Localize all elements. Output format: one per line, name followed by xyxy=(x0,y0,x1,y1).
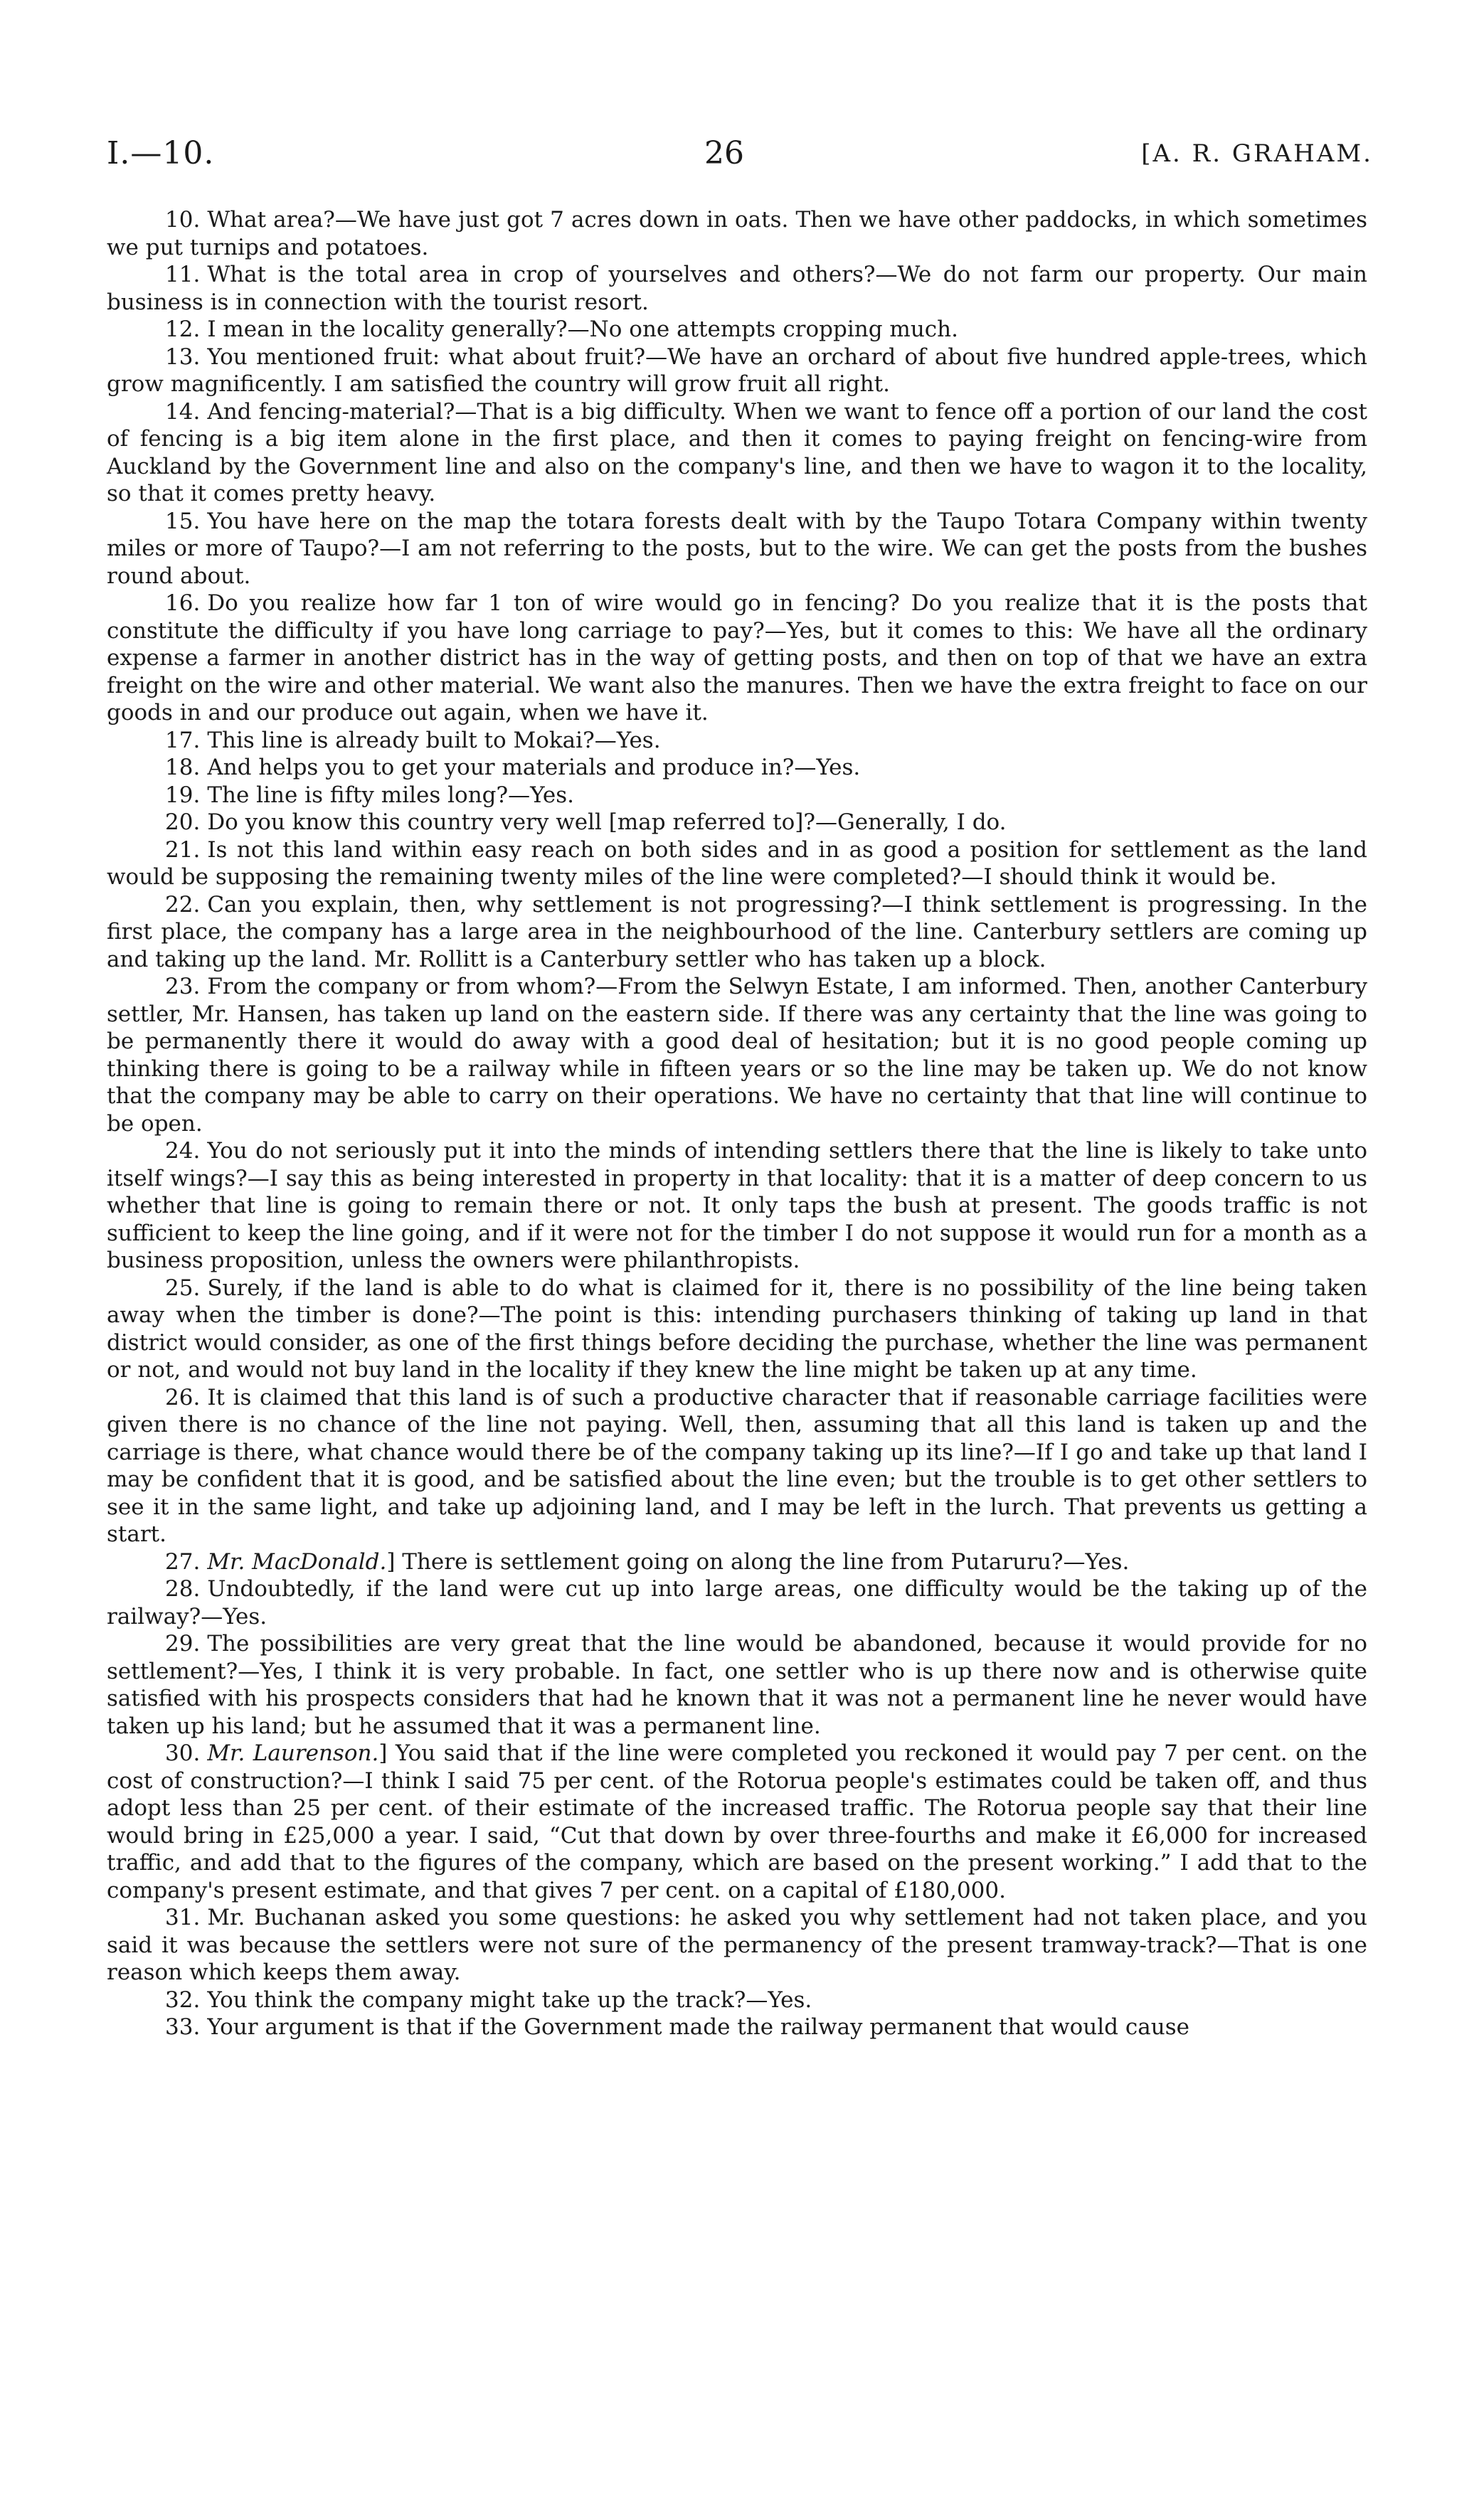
question-text: What is the total area in crop of yourselves and others?—We do not farm our property. Our main business is in connection with the tourist resort. xyxy=(107,262,1367,315)
question-text: Undoubtedly, if the land were cut up into large areas, one difficulty would be the taking up of the railway?—Yes. xyxy=(107,1576,1367,1630)
question-number: 32. xyxy=(165,1987,201,2013)
question-text: You think the company might take up the track?—Yes. xyxy=(207,1987,812,2013)
question-text: Do you know this country very well [map referred to]?—Generally, I do. xyxy=(207,809,1007,835)
evidence-text xyxy=(107,206,1367,2041)
question-text: And fencing-material?—That is a big difficulty. When we want to fence off a portion of our land the cost of fencing is a big item alone in the first place, and then it comes to paying freight on fencing-wire from Auckland by the Government line and also on the company's line, and then we have to wagon it to the locality, so that it comes pretty heavy. xyxy=(107,398,1367,506)
question-paragraph xyxy=(107,1137,1367,1275)
question-paragraph xyxy=(107,1275,1367,1384)
question-paragraph xyxy=(107,1630,1367,1740)
question-paragraph xyxy=(107,508,1367,590)
question-paragraph xyxy=(107,782,1367,809)
question-paragraph xyxy=(107,754,1367,782)
question-number: 24. xyxy=(165,1138,201,1164)
page-header xyxy=(107,135,1373,185)
question-paragraph xyxy=(107,973,1367,1137)
question-text: This line is already built to Mokai?—Yes. xyxy=(207,727,661,753)
question-paragraph xyxy=(107,2014,1367,2041)
question-number: 29. xyxy=(165,1631,201,1657)
question-text: Do you realize how far 1 ton of wire would go in fencing? Do you realize that it is the posts that constitute the difficulty if you have long carriage to pay?—Yes, but it comes to this: We have all the ordinary expense a farmer in another district has in the way of getting posts, and then on top of that we have an extra freight on the wire and other material. We want also the manures. Then we have the extra freight to face on our goods in and our produce out again, when we have it. xyxy=(107,590,1367,725)
question-text: You mentioned fruit: what about fruit?—We have an orchard of about five hundred apple-trees, which grow magnificently. I am satisfied the country will grow fruit all right. xyxy=(107,344,1367,397)
question-number: 10. xyxy=(165,207,201,233)
question-paragraph xyxy=(107,316,1367,344)
question-number: 22. xyxy=(165,891,201,918)
question-number: 16. xyxy=(165,590,201,616)
question-text: Can you explain, then, why settlement is not progressing?—I think settlement is progressing. In the first place, the company has a large area in the neighbourhood of the line. Canterbury settlers are coming up and taking up the land. Mr. Rollitt is a Canterbury settler who has taken up a block. xyxy=(107,891,1367,972)
question-number: 31. xyxy=(165,1905,201,1930)
question-text: Mr. Buchanan asked you some questions: he asked you why settlement had not taken place, and you said it was because the settlers were not sure of the permanency of the present tramway-track?—That is one reason which keeps them away. xyxy=(107,1905,1367,1985)
question-paragraph xyxy=(107,809,1367,836)
question-text: From the company or from whom?—From the Selwyn Estate, I am informed. Then, another Canterbury settler, Mr. Hansen, has taken up land on the eastern side. If there was any certainty that the line was going to be permanently there it would do away with a good deal of hesitation; but it is no good people coming up thinking there is going to be a railway while in fifteen years or so the line may be taken up. We do not know that the company may be able to carry on their operations. We have no certainty that that line will continue to be open. xyxy=(107,974,1367,1137)
question-number: 13. xyxy=(165,344,201,370)
question-paragraph xyxy=(107,1575,1367,1630)
question-text: You have here on the map the totara forests dealt with by the Taupo Totara Company within twenty miles or more of Taupo?—I am not referring to the posts, but to the wire. We can get the posts from the bushes round about. xyxy=(107,508,1367,589)
question-text: What area?—We have just got 7 acres down in oats. Then we have other paddocks, in which sometimes we put turnips and potatoes. xyxy=(107,207,1367,260)
witness-name: [A. R. GRAHAM. xyxy=(1141,139,1373,168)
question-number: 28. xyxy=(165,1576,201,1602)
question-number: 12. xyxy=(165,317,201,342)
question-number: 20. xyxy=(165,809,201,835)
question-number: 27. xyxy=(165,1548,201,1575)
question-paragraph xyxy=(107,836,1367,891)
question-paragraph xyxy=(107,590,1367,727)
page-number: 26 xyxy=(704,135,744,171)
question-number: 33. xyxy=(165,2014,201,2040)
question-text: And helps you to get your materials and produce in?—Yes. xyxy=(207,755,861,780)
question-text: ] There is settlement going on along the line from Putaruru?—Yes. xyxy=(386,1548,1130,1575)
question-text: It is claimed that this land is of such a productive character that if reasonable carriage facilities were given there is no chance of the line not paying. Well, then, assuming that all this land is taken up and the carriage is there, what chance would there be of the company taking up its line?—If I go and take up that land I may be confident that it is good, and be satisfied about the line even; but the trouble is to get other settlers to see it in the same light, and take up adjoining land, and I may be left in the lurch. That prevents us getting a start. xyxy=(107,1384,1367,1547)
question-number: 23. xyxy=(165,974,201,999)
question-paragraph xyxy=(107,206,1367,261)
question-number: 14. xyxy=(165,398,201,425)
question-number: 18. xyxy=(165,755,201,780)
question-number: 26. xyxy=(165,1384,201,1410)
speaker-name: Mr. MacDonald. xyxy=(207,1548,387,1575)
question-paragraph xyxy=(107,1987,1367,2014)
question-paragraph xyxy=(107,1904,1367,1987)
question-number: 30. xyxy=(165,1740,201,1766)
question-text: The line is fifty miles long?—Yes. xyxy=(207,782,575,808)
question-paragraph xyxy=(107,1740,1367,1904)
question-number: 11. xyxy=(165,262,201,287)
question-text: Surely, if the land is able to do what is claimed for it, there is no possibility of the line being taken away when the timber is done?—The point is this: intending purchasers thinking of taking up land in that district would consider, as one of the first things before deciding the purchase, whether the line was permanent or not, and would not buy land in the locality if they knew the line might be taken up at any time. xyxy=(107,1275,1367,1383)
question-text: You do not seriously put it into the minds of intending settlers there that the line is likely to take unto itself wings?—I say this as being interested in property in that locality: that it is a matter of deep concern to us whether that line is going to remain there or not. It only taps the bush at present. The goods traffic is not sufficient to keep the line going, and if it were not for the timber I do not suppose it would run for a month as a business proposition, unless the owners were philanthropists. xyxy=(107,1138,1367,1273)
question-paragraph xyxy=(107,727,1367,755)
question-text: Your argument is that if the Government made the railway permanent that would cause xyxy=(207,2014,1189,2040)
question-number: 21. xyxy=(165,836,201,863)
question-paragraph xyxy=(107,398,1367,508)
question-text: I mean in the locality generally?—No one attempts cropping much. xyxy=(207,317,958,342)
question-text: ] You said that if the line were completed you reckoned it would pay 7 per cent. on the cost of construction?—I think I said 75 per cent. of the Rotorua people's estimates could be taken off, and thus adopt less than 25 per cent. of their estimate of the increased traffic. The Rotorua people say that their line would bring in £25,000 a year. I said, “Cut that down by over three-fourths and make it £6,000 for increased traffic, and add that to the figures of the company, which are based on the present working.” I add that to the company's present estimate, and that gives 7 per cent. on a capital of £180,000. xyxy=(107,1740,1367,1903)
paper-reference: I.—10. xyxy=(107,135,215,171)
question-number: 25. xyxy=(165,1275,201,1301)
question-text: The possibilities are very great that the line would be abandoned, because it would provide for no settlement?—Yes, I think it is very probable. In fact, one settler who is up there now and is otherwise quite satisfied with his prospects considers that had he known that it was not a permanent line he never would have taken up his land; but he assumed that it was a permanent line. xyxy=(107,1631,1367,1739)
question-paragraph xyxy=(107,261,1367,316)
question-paragraph xyxy=(107,344,1367,398)
question-number: 15. xyxy=(165,508,201,534)
question-number: 17. xyxy=(165,727,201,753)
question-paragraph xyxy=(107,1548,1367,1576)
question-number: 19. xyxy=(165,782,201,808)
question-paragraph xyxy=(107,891,1367,974)
question-text: Is not this land within easy reach on both sides and in as good a position for settlement as the land would be supposing the remaining twenty miles of the line were completed?—I should think it would be. xyxy=(107,836,1367,890)
speaker-name: Mr. Laurenson. xyxy=(207,1740,379,1766)
question-paragraph xyxy=(107,1384,1367,1548)
